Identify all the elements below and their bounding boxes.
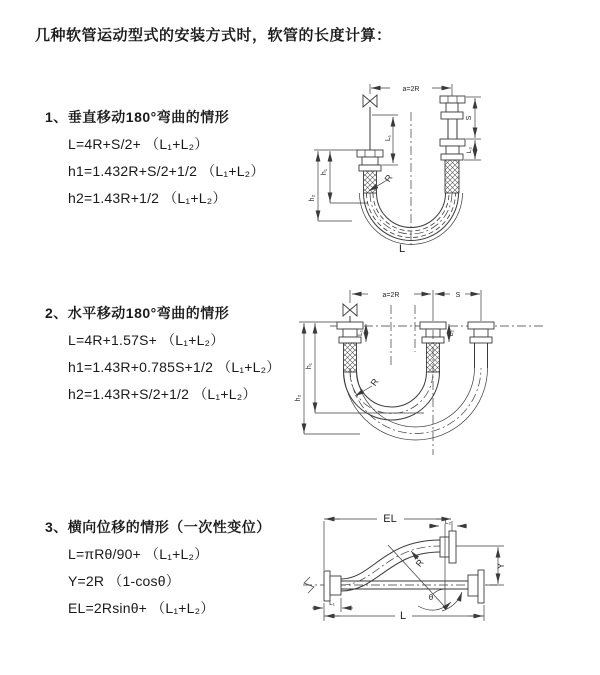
- dim-label-r: R: [413, 557, 426, 569]
- section-vertical-movement: [45, 107, 265, 215]
- dimension-a2r: [350, 290, 433, 321]
- dimension-s: [466, 97, 481, 139]
- upper-right-flange-fitting: [440, 531, 456, 563]
- section-1-heading: 1、垂直移动180°弯曲的情形: [45, 109, 230, 125]
- dim-label-l1: L₁: [329, 600, 335, 607]
- page-title: 几种软管运动型式的安装方式时，软管的长度计算：: [35, 27, 392, 44]
- formula-L: L=4R+1.57S+ （L₁+L₂）: [68, 332, 225, 348]
- dim-label-l1: L₁: [385, 134, 392, 142]
- formula-h1: h1=1.43R+0.785S+1/2 （L₁+L₂）: [68, 359, 281, 375]
- dim-label-a2r: a=2R: [382, 292, 400, 299]
- braided-hose: [344, 343, 357, 372]
- dim-label-l1: L₁: [357, 330, 364, 336]
- dimension-l2: [429, 519, 467, 526]
- left-flange-fitting: [337, 322, 363, 372]
- dimension-l1: [312, 598, 353, 612]
- dim-label-r: R: [368, 376, 381, 388]
- formula-h2: h2=1.43R+S/2+1/2 （L₁+L₂）: [68, 386, 257, 402]
- lower-right-flange-fitting: [468, 570, 484, 603]
- dim-label-l2: L₂: [444, 519, 452, 526]
- dim-label-y: Y: [496, 562, 506, 570]
- dim-label-l2: L₂: [466, 146, 473, 154]
- dimension-h2: [309, 151, 352, 221]
- braided-hose: [445, 160, 459, 193]
- dimension-l: [324, 603, 484, 622]
- formula-L: L=4R+S/2+ （L₁+L₂）: [68, 136, 209, 152]
- dim-label-l2: L₂: [448, 329, 455, 337]
- formula-EL: EL=2Rsinθ+ （L₁+L₂）: [68, 600, 215, 616]
- dim-label-s: S: [466, 115, 473, 121]
- dimension-s: [435, 290, 481, 321]
- horizontal-180-bend-diagram: [294, 281, 600, 463]
- valve-icon: [343, 304, 357, 322]
- formula-h1: h1=1.432R+S/2+1/2 （L₁+L₂）: [68, 163, 265, 179]
- dim-label-h1: h₁: [306, 362, 313, 370]
- formula-Y: Y=2R （1-cosθ）: [68, 573, 180, 589]
- section-2-heading: 2、水平移动180°弯曲的情形: [45, 305, 230, 321]
- lateral-displacement-diagram: [298, 503, 600, 650]
- dimension-l2: [448, 324, 455, 342]
- vertical-180-bend-diagram: [298, 68, 590, 264]
- dim-label-el: EL: [383, 513, 397, 525]
- dim-label-r: R: [382, 172, 395, 184]
- dim-label-h1: h₁: [321, 168, 328, 176]
- formula-L: L=πRθ/90+ （L₁+L₂）: [68, 546, 209, 562]
- braided-hose: [364, 171, 377, 193]
- section-3-heading: 3、横向位移的情形（一次性变位）: [45, 519, 271, 535]
- valve-icon: [363, 95, 377, 150]
- section-horizontal-movement: [45, 303, 281, 411]
- right-flange-fitting: [468, 322, 494, 368]
- dim-label-l: L: [399, 610, 407, 622]
- dim-label-s: S: [455, 292, 461, 299]
- dim-label-h2: h₂: [309, 194, 316, 202]
- dimension-h1: [314, 150, 368, 203]
- right-flange-fitting: [440, 96, 465, 193]
- formula-h2: h2=1.43R+1/2 （L₁+L₂）: [68, 190, 227, 206]
- dim-label-theta: θ: [428, 593, 434, 602]
- dimension-a2r: [370, 84, 452, 96]
- left-flange-fitting: [357, 150, 383, 193]
- dim-label-h2: h₂: [295, 394, 302, 402]
- dim-label-a2r: a=2R: [402, 86, 420, 93]
- dimension-l2: [464, 140, 481, 160]
- left-flange-fitting: [324, 571, 341, 601]
- dimension-el: [324, 513, 452, 570]
- dim-label-l: L: [398, 243, 406, 255]
- section-lateral-displacement: [45, 517, 271, 625]
